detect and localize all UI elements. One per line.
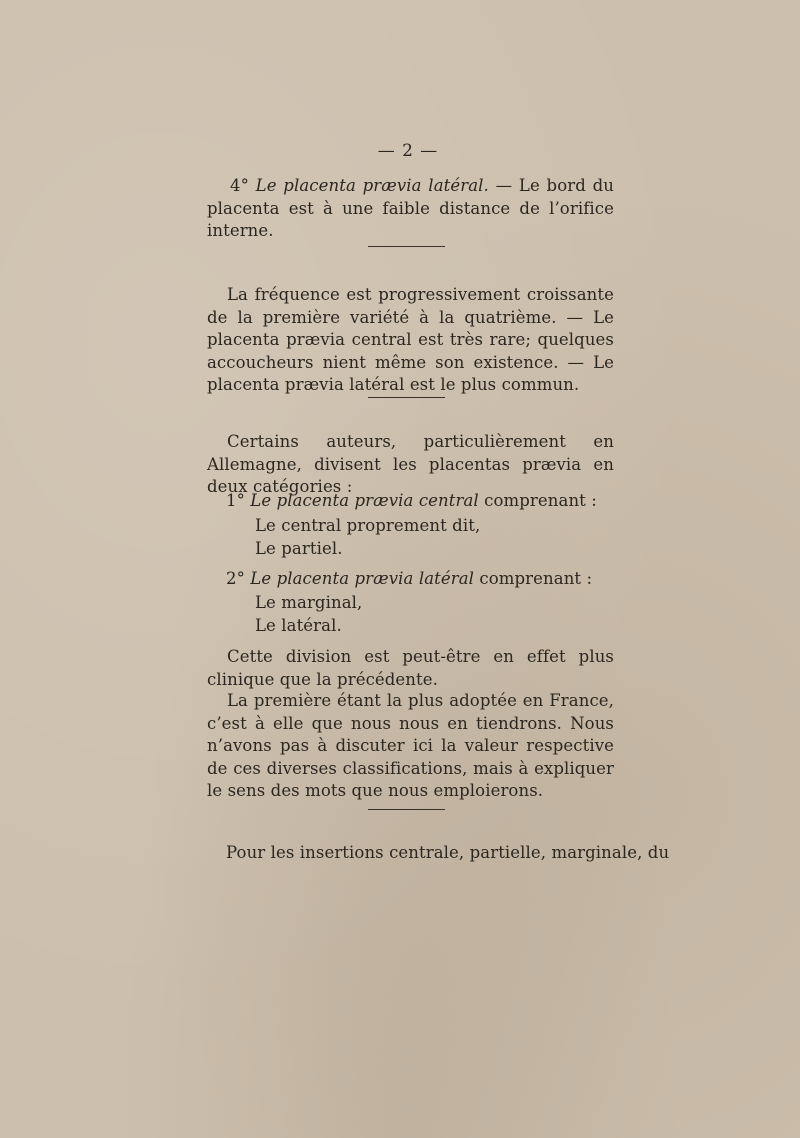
category-1-text: comprenant : [478,491,597,510]
frequency-paragraph: La fréquence est progressivement croissante de la première variété à la quatrième. — Le placenta prævia central est très rare; quelques accoucheurs nient même son existence. — Le placenta prævia latéral est le plus commun. [207,285,614,394]
category-2-heading [226,568,616,591]
category-1-heading [226,490,616,513]
category-1-number: 1° [226,491,251,510]
adoption-paragraph: La première étant la plus adoptée en France, c’est à elle que nous nous en tiendrons. Nous n’avons pas à discuter ici la valeur respective de ces diverses classifications, mais à expliquer le sens des mots que nous emploierons. [207,691,614,800]
list-item: Le latéral. [255,615,342,635]
category-2-text: comprenant : [474,569,593,588]
authors-paragraph: Certains auteurs, particulièrement en Allemagne, divisent les placentas prævia en deux catégories : [207,432,614,496]
separator-rule [368,397,445,398]
list-item: Le marginal, [255,593,363,612]
section-4-paragraph [207,175,614,243]
section-4-number: 4° [230,176,256,195]
section-4-title: Le placenta prævia latéral. [255,176,489,195]
category-2-title: Le placenta prævia latéral [250,569,475,588]
category-2-items [255,592,555,637]
list-item: Le partiel. [255,538,343,558]
list-item: Le central proprement dit, [255,516,481,535]
category-2-number: 2° [226,569,251,588]
page-number: — 2 — [377,141,439,161]
section-4-text: — Le bord du placenta est à une faible distance de l’orifice interne. [207,176,614,240]
division-paragraph: Cette division est peut-être en effet plus clinique que la précédente. [207,647,614,689]
separator-rule [368,246,445,247]
separator-rule [368,809,445,810]
insertions-line: Pour les insertions centrale, partielle, marginale, du [226,843,670,862]
category-1-title: Le placenta prævia central [250,491,479,510]
category-1-items [255,515,555,560]
